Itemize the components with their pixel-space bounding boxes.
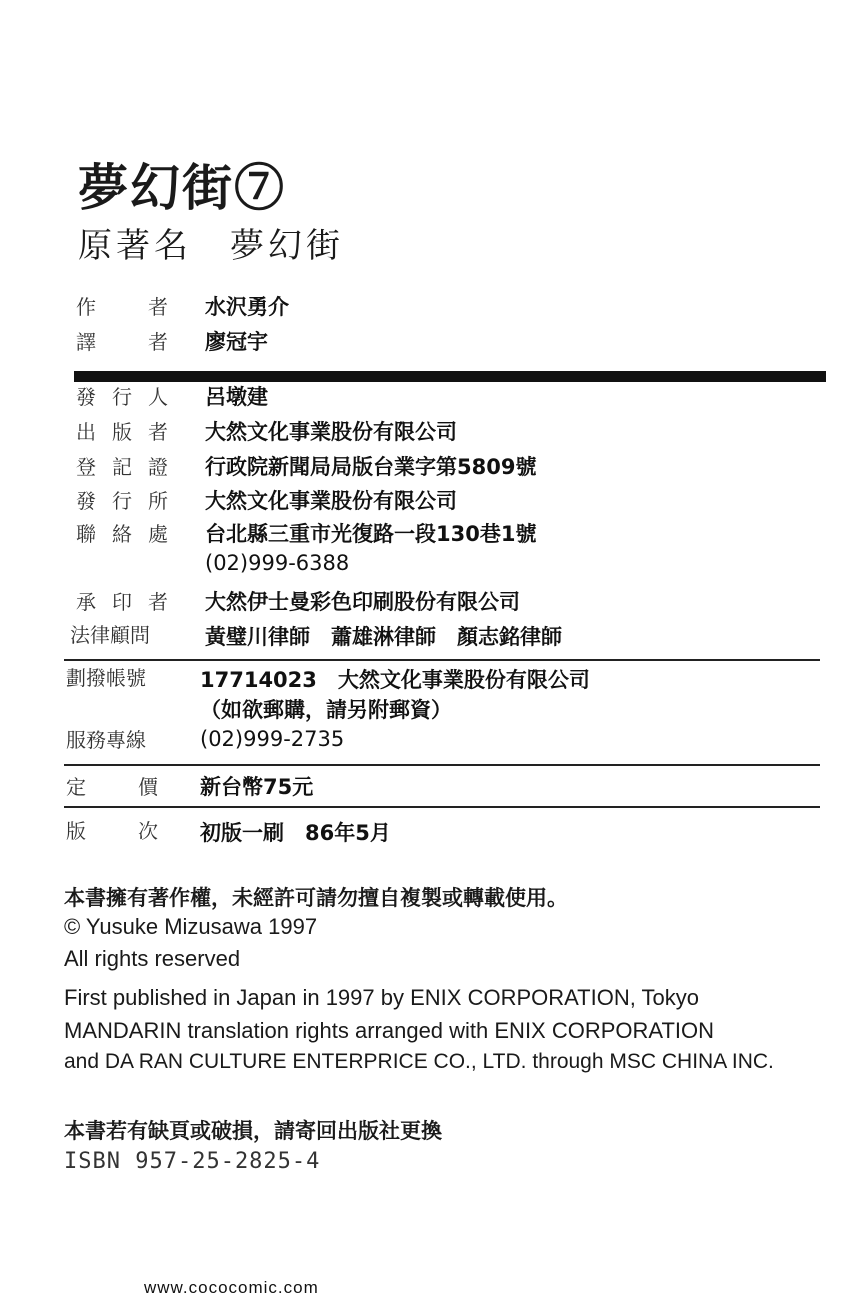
credit-label-translator: 譯 者 [76,330,168,354]
pub-registration: 行政院新聞局局版台業字第5809號 [205,455,537,479]
thick-divider [74,371,826,382]
pub-printer: 大然伊士曼彩色印刷股份有限公司 [205,590,520,614]
rights-notice: 本書擁有著作權，未經許可請勿擅自複製或轉載使用。 [64,886,568,910]
divider-3 [64,806,820,808]
footer-url: www.cococomic.com [144,1278,319,1297]
price-label: 定 價 [66,775,158,799]
pub-label-publisher: 出 版 者 [76,420,168,444]
pub-label-distributor: 發 行 所 [76,489,168,513]
credit-label-author: 作 者 [76,295,168,319]
pub-contact-address: 台北縣三重市光復路一段130巷1號 [205,522,537,546]
isbn: ISBN 957-25-2825-4 [64,1149,321,1174]
pub-label-legal: 法律顧問 [70,623,150,647]
credit-translator: 廖冠宇 [205,330,268,354]
account-label: 劃撥帳號 [66,666,146,690]
pub-publisher-person: 呂墩建 [205,385,268,409]
service-label: 服務專線 [66,728,146,752]
pub-distributor: 大然文化事業股份有限公司 [205,489,457,513]
pub-label-registration: 登 記 證 [76,455,168,479]
pub-label-contact: 聯 絡 處 [76,522,168,546]
price-value: 新台幣75元 [200,775,314,799]
edition-value: 初版一刷 86年5月 [200,821,391,845]
divider-2 [64,764,820,766]
book-title: 夢幻街⑦ [78,158,286,217]
credit-author: 水沢勇介 [205,295,289,319]
divider-1 [64,659,820,661]
pub-legal-counsel: 黃璧川律師 蕭雄淋律師 顏志銘律師 [205,625,562,649]
rights-reserved: All rights reserved [64,946,241,971]
agent-line: and DA RAN CULTURE ENTERPRICE CO., LTD. through MSC CHINA INC. [64,1050,774,1073]
account-number: 17714023 大然文化事業股份有限公司 [200,668,590,692]
account-note: （如欲郵購，請另附郵資） [200,698,452,722]
translation-rights: MANDARIN translation rights arranged with ENIX CORPORATION [64,1018,714,1043]
pub-label-publisher-person: 發 行 人 [76,385,168,409]
edition-label: 版 次 [66,819,158,843]
pub-publisher: 大然文化事業股份有限公司 [205,420,457,444]
pub-contact-phone: (02)999-6388 [205,551,350,575]
service-phone: (02)999-2735 [200,727,345,751]
copyright-line: © Yusuke Mizusawa 1997 [64,914,318,939]
pub-label-printer: 承 印 者 [76,590,168,614]
defect-notice: 本書若有缺頁或破損，請寄回出版社更換 [64,1119,442,1143]
original-title: 原著名 夢幻街 [78,226,344,266]
first-published: First published in Japan in 1997 by ENIX CORPORATION, Tokyo [64,985,700,1010]
